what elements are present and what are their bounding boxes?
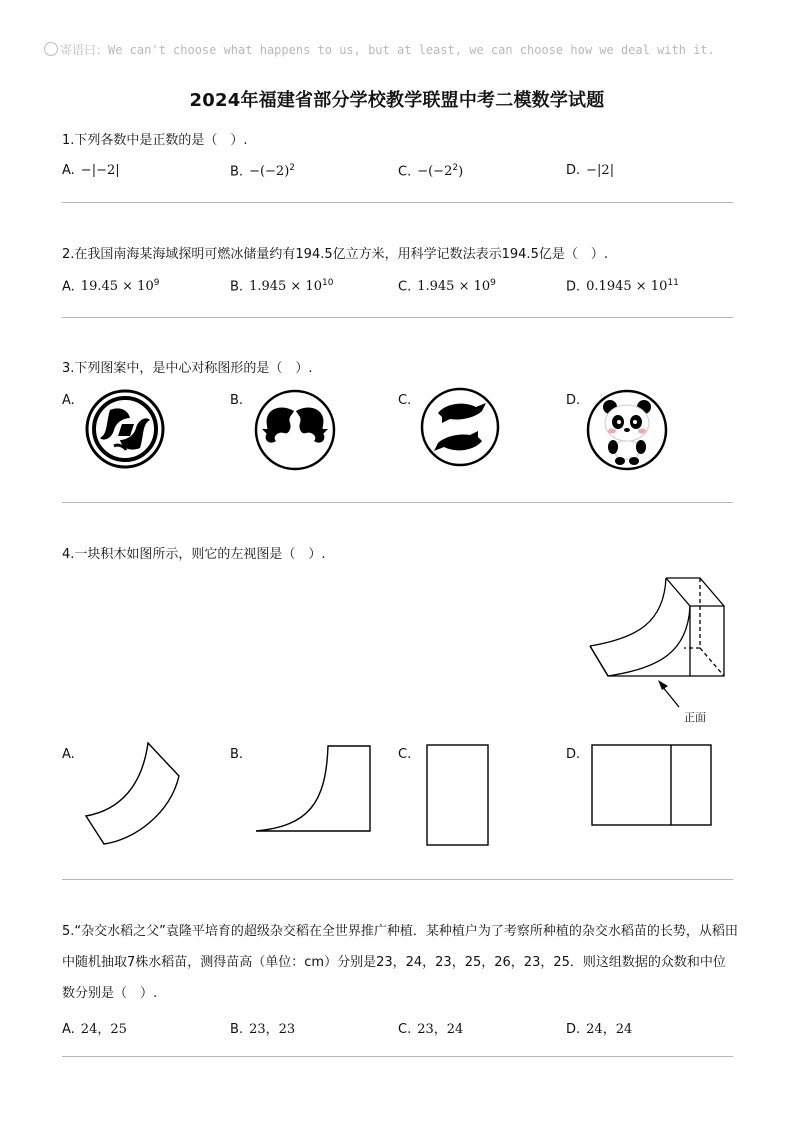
q2-option-a[interactable] bbox=[62, 278, 159, 294]
divider bbox=[62, 502, 733, 503]
option-label: D. bbox=[566, 163, 581, 178]
q3-option-a-label[interactable]: A. bbox=[62, 393, 75, 408]
option-exponent: 11 bbox=[667, 278, 679, 288]
q4-option-a-figure[interactable] bbox=[82, 740, 182, 846]
question-2-stem: 2.在我国南海某海域探明可燃冰储量约有194.5亿立方米，用科学记数法表示194.5亿是（ ）. bbox=[62, 247, 608, 262]
page-title: 2024年福建省部分学校教学联盟中考二模数学试题 bbox=[189, 90, 605, 111]
option-math: −(−2 bbox=[417, 164, 453, 180]
option-math: −|−2| bbox=[80, 163, 120, 178]
question-4-stem: 4.一块积木如图所示，则它的左视图是（ ）. bbox=[62, 547, 326, 562]
q3-option-d-label[interactable]: D. bbox=[566, 393, 581, 408]
option-text: 23，24 bbox=[417, 1022, 464, 1037]
option-label: B. bbox=[230, 1022, 244, 1037]
option-label: C. bbox=[398, 164, 412, 180]
q3-figure-d-panda[interactable] bbox=[586, 389, 668, 471]
option-label: C. bbox=[398, 1022, 412, 1037]
q1-option-a[interactable] bbox=[62, 163, 120, 178]
divider bbox=[62, 1056, 733, 1057]
option-math: 1.945 × 10 bbox=[417, 279, 491, 295]
option-label: D. bbox=[566, 1022, 581, 1037]
divider bbox=[62, 879, 733, 880]
q5-option-d[interactable] bbox=[566, 1018, 632, 1037]
q4-option-d-figure[interactable] bbox=[590, 743, 714, 827]
q4-option-d-label[interactable]: D. bbox=[566, 747, 581, 762]
motto-text: 寄语曰：We can't choose what happens to us, but at least, we can choose how we deal with it. bbox=[60, 43, 715, 57]
q2-option-b[interactable] bbox=[230, 278, 333, 294]
q1-option-b[interactable] bbox=[230, 163, 295, 179]
question-5-stem: 5.“杂交水稻之父”袁隆平培育的超级杂交稻在全世界推广种植．某种植户为了考察所种植的杂交水稻苗的长势，从稻田中随机抽取7株水稻苗，测得苗高（单位：cm）分别是23，24，23，25，26，23，25．则这组数据的众数和中位数分别是（ ）. bbox=[62, 924, 738, 1001]
divider bbox=[62, 317, 733, 318]
option-label: D. bbox=[566, 279, 581, 295]
q4-option-b-label[interactable]: B. bbox=[230, 747, 244, 762]
option-math: 1.945 × 10 bbox=[249, 279, 322, 295]
q1-option-d[interactable] bbox=[566, 163, 614, 178]
divider bbox=[62, 202, 733, 203]
option-text: 24，25 bbox=[80, 1022, 127, 1037]
q4-option-a-label[interactable]: A. bbox=[62, 747, 75, 762]
question-1-stem: 1.下列各数中是正数的是（ ）. bbox=[62, 133, 248, 148]
option-exponent: 9 bbox=[153, 278, 160, 288]
front-view-label: 正面 bbox=[684, 711, 706, 724]
q5-option-c[interactable] bbox=[398, 1018, 463, 1037]
option-label: C. bbox=[398, 279, 412, 295]
q5-option-b[interactable] bbox=[230, 1018, 295, 1037]
q1-option-c[interactable] bbox=[398, 163, 463, 179]
q3-figure-c-dolphins[interactable] bbox=[420, 387, 500, 467]
q5-option-a[interactable] bbox=[62, 1018, 127, 1037]
q4-option-c-label[interactable]: C. bbox=[398, 747, 412, 762]
q2-option-c[interactable] bbox=[398, 278, 496, 294]
q4-option-b-figure[interactable] bbox=[254, 744, 372, 834]
option-label: A. bbox=[62, 1022, 75, 1037]
option-label: A. bbox=[62, 163, 75, 178]
q3-option-c-label[interactable]: C. bbox=[398, 393, 412, 408]
option-text: 24，24 bbox=[586, 1022, 633, 1037]
option-label: A. bbox=[62, 279, 75, 295]
q2-option-d[interactable] bbox=[566, 278, 679, 294]
smile-icon bbox=[44, 42, 58, 56]
option-math: 19.45 × 10 bbox=[80, 279, 154, 295]
option-exponent: 10 bbox=[321, 278, 334, 288]
question-3-stem: 3.下列图案中，是中心对称图形的是（ ）. bbox=[62, 361, 313, 376]
option-label: B. bbox=[230, 279, 244, 295]
option-math: −|2| bbox=[586, 163, 615, 178]
q4-option-c-figure[interactable] bbox=[424, 743, 492, 847]
option-exponent: 2 bbox=[452, 163, 459, 173]
q3-figure-b-silhouettes[interactable] bbox=[254, 389, 336, 471]
q3-option-b-label[interactable]: B. bbox=[230, 393, 244, 408]
q4-block-3d-figure bbox=[584, 572, 728, 712]
header-motto bbox=[44, 41, 715, 58]
option-exponent: 2 bbox=[289, 163, 295, 173]
option-math: 0.1945 × 10 bbox=[586, 279, 668, 295]
option-math-tail: ) bbox=[458, 164, 464, 180]
option-math: −(−2) bbox=[249, 164, 290, 180]
q3-figure-a-emblem[interactable] bbox=[84, 388, 166, 470]
option-label: B. bbox=[230, 164, 244, 180]
option-text: 23，23 bbox=[249, 1022, 296, 1037]
option-exponent: 9 bbox=[490, 278, 496, 288]
